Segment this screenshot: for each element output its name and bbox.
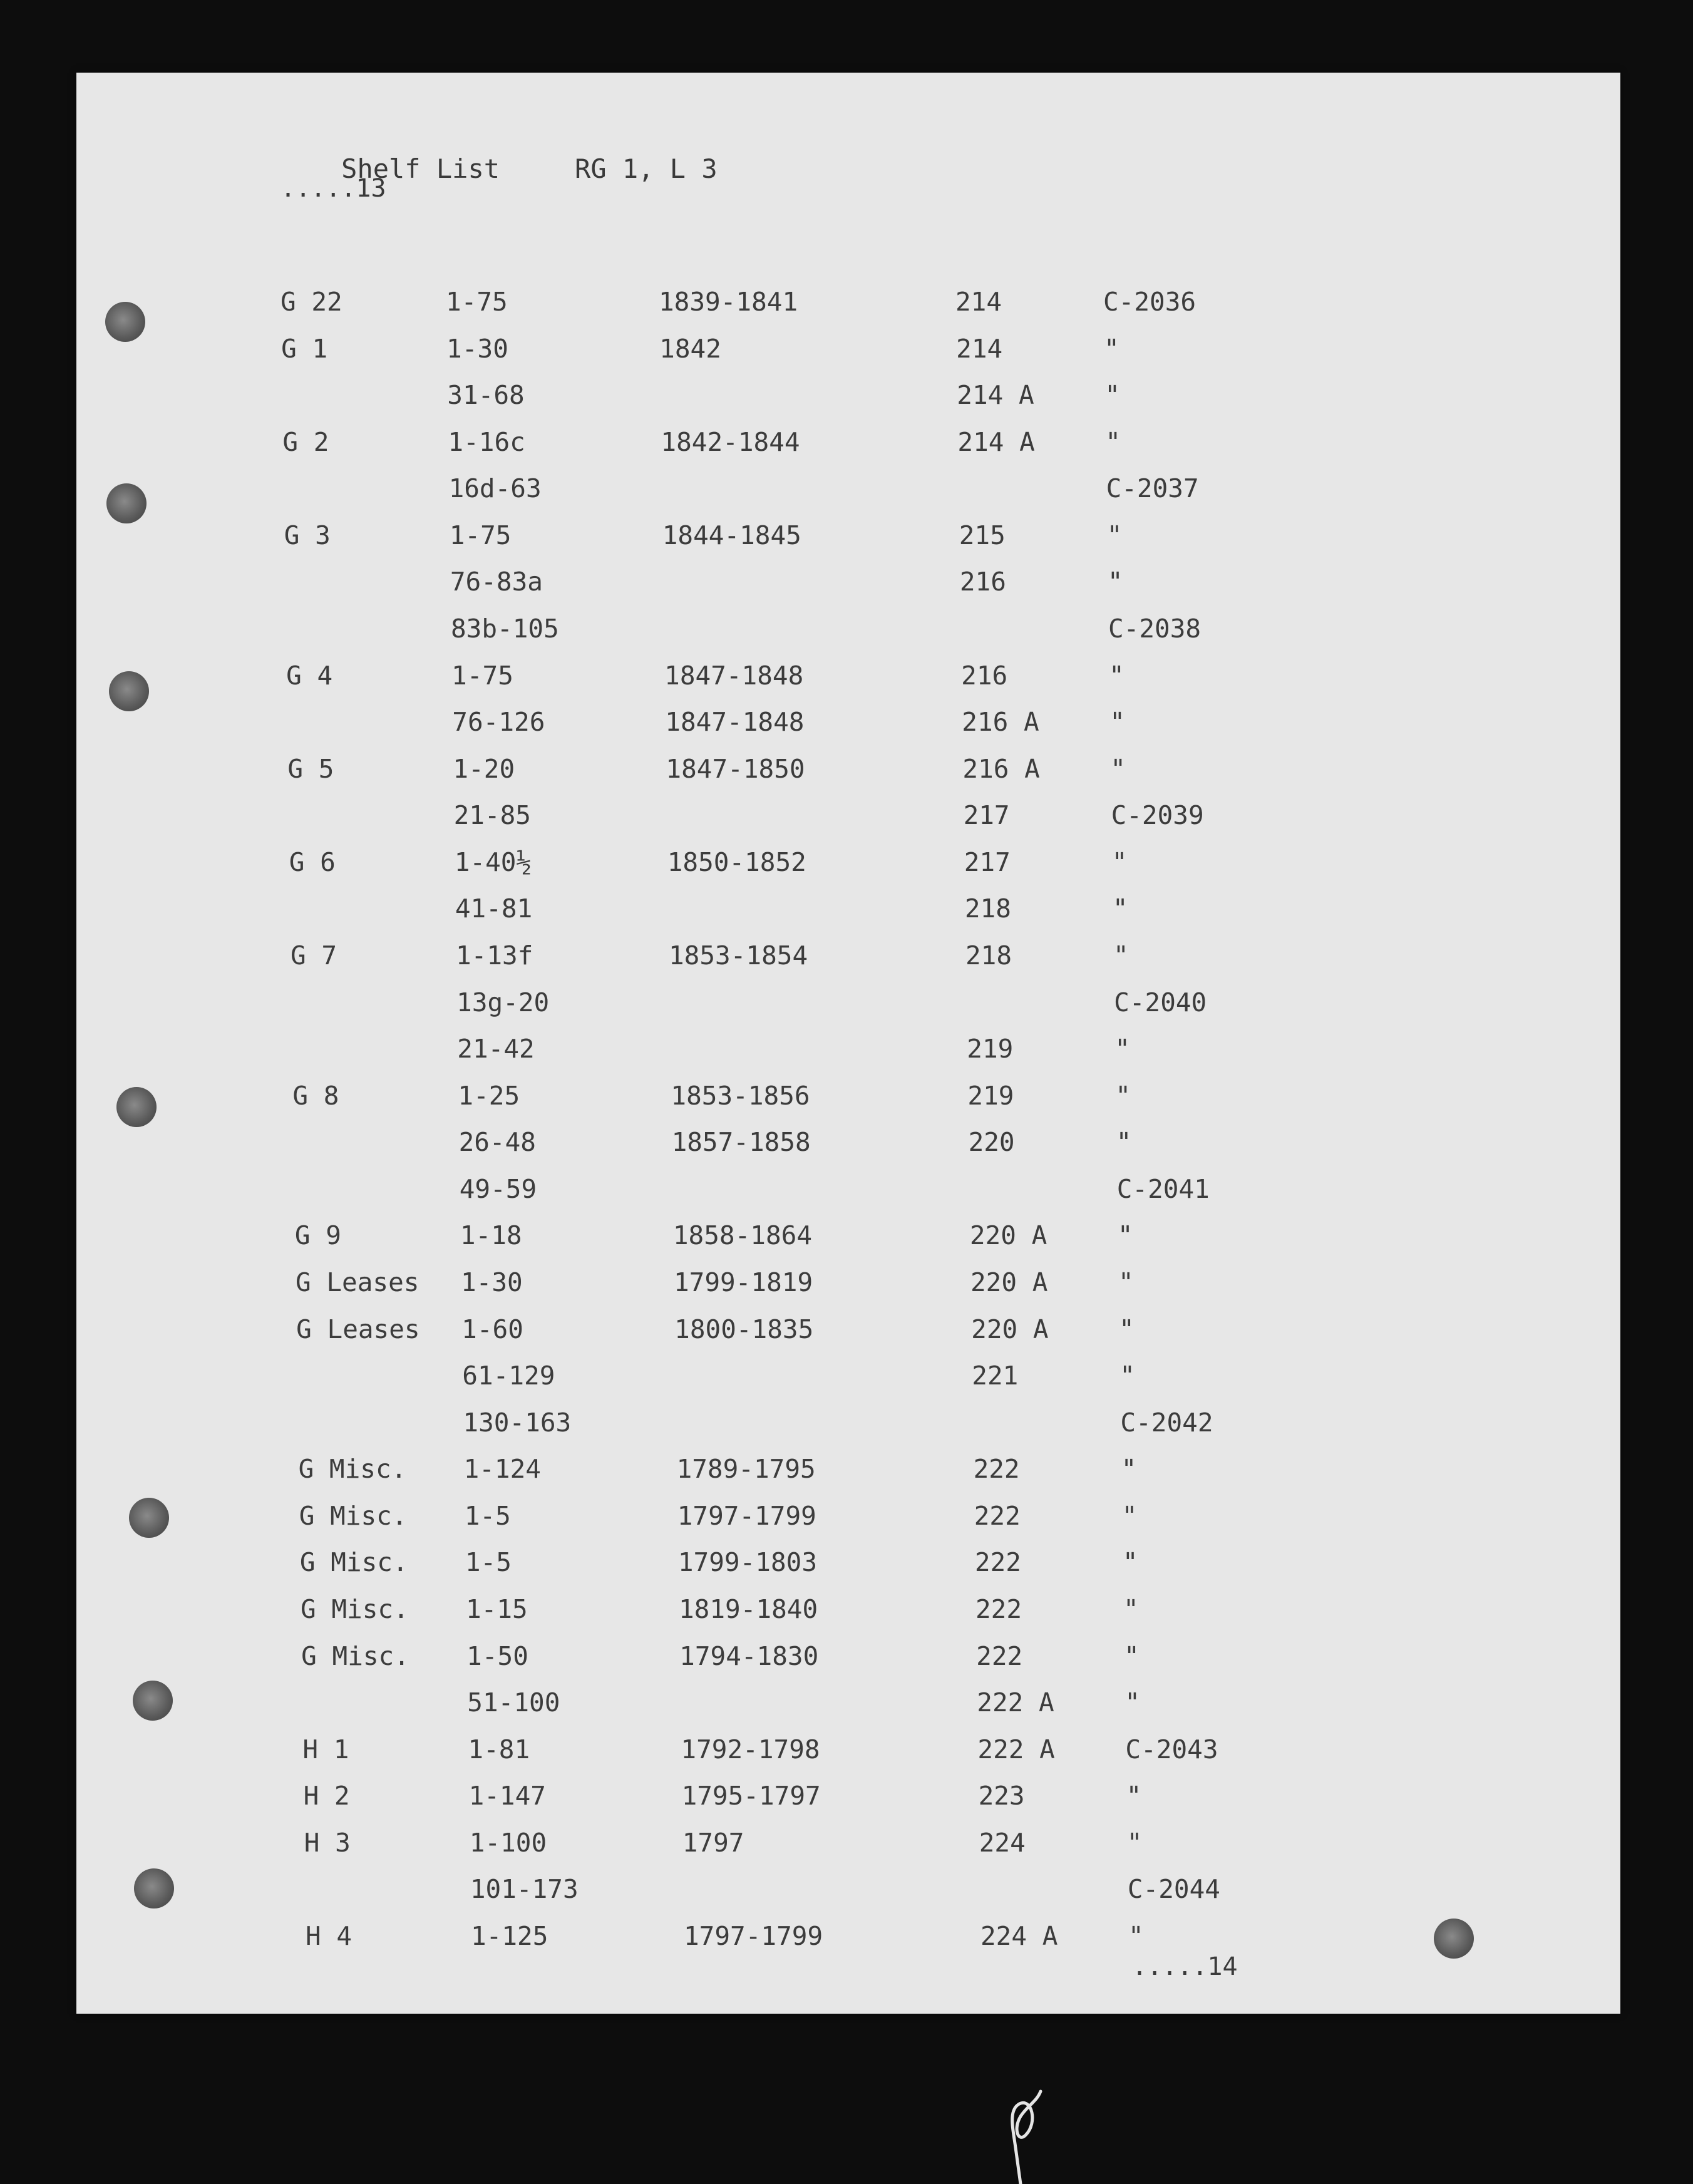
cell-film: "	[1104, 380, 1120, 411]
table-row	[302, 1687, 1241, 1720]
cell-series: G Misc.	[301, 1594, 409, 1624]
cell-dates: 1799-1803	[677, 1547, 818, 1578]
cell-box: 222 A	[977, 1734, 1055, 1764]
cell-series: G 2	[282, 426, 329, 457]
table-row	[299, 1501, 1238, 1533]
cell-box: 222	[974, 1547, 1021, 1578]
table-row	[297, 1361, 1236, 1393]
table-row	[286, 661, 1225, 693]
table-row	[306, 1921, 1245, 1954]
table-row	[299, 1454, 1238, 1486]
cell-film: "	[1119, 1314, 1135, 1344]
cell-box: 220 A	[970, 1267, 1048, 1297]
cell-dates: 1857-1858	[671, 1127, 811, 1158]
cell-dates: 1797	[682, 1827, 744, 1858]
cell-box: 221	[972, 1361, 1019, 1391]
cell-range: 1-5	[465, 1547, 512, 1578]
cell-dates: 1842	[659, 333, 721, 364]
cell-range: 1-5	[464, 1500, 511, 1531]
cell-series: G Misc.	[298, 1454, 407, 1485]
cell-series: G 22	[280, 287, 342, 317]
table-row	[289, 847, 1228, 880]
cell-film: "	[1109, 660, 1124, 691]
cell-range: 1-75	[446, 287, 508, 317]
table-row	[304, 1781, 1243, 1813]
cell-film: C-2036	[1103, 287, 1196, 317]
cell-film: C-2043	[1125, 1734, 1218, 1764]
cell-film: "	[1117, 1220, 1133, 1251]
cell-series: H 1	[302, 1734, 349, 1764]
cell-range: 101-173	[470, 1874, 579, 1905]
cell-dates: 1847-1850	[666, 753, 805, 784]
cell-dates: 1858-1864	[672, 1220, 813, 1251]
table-row	[305, 1874, 1244, 1907]
cell-range: 1-15	[466, 1594, 528, 1624]
cell-range: 49-59	[459, 1173, 537, 1204]
cell-box: 218	[964, 894, 1011, 924]
table-row	[282, 427, 1222, 460]
cell-film: C-2044	[1127, 1874, 1220, 1905]
cell-dates: 1853-1854	[669, 940, 808, 971]
cell-film: "	[1106, 520, 1123, 550]
cell-range: 31-68	[447, 380, 525, 411]
cell-film: "	[1123, 1594, 1139, 1624]
cell-box: 216	[959, 567, 1006, 597]
cell-range: 1-81	[468, 1734, 530, 1764]
cell-range: 1-75	[451, 660, 513, 691]
cell-range: 1-50	[466, 1641, 528, 1671]
cell-range: 76-83a	[450, 567, 543, 597]
cell-range: 1-147	[468, 1781, 546, 1811]
table-row	[296, 1267, 1235, 1300]
cell-dates: 1794-1830	[679, 1641, 819, 1671]
cell-series: G 1	[281, 333, 328, 364]
cell-series: G 8	[292, 1080, 339, 1111]
table-row	[281, 334, 1220, 366]
table-row	[284, 473, 1223, 506]
cell-box: 220 A	[971, 1314, 1049, 1344]
cell-range: 1-100	[469, 1827, 547, 1858]
cell-box: 214	[955, 287, 1002, 317]
cell-film: "	[1126, 1781, 1142, 1811]
table-row	[280, 287, 1220, 319]
table-row	[287, 754, 1227, 786]
cell-range: 1-60	[461, 1314, 523, 1344]
cell-box: 222	[975, 1594, 1022, 1624]
cell-film: "	[1126, 1827, 1143, 1858]
table-row	[291, 987, 1230, 1020]
table-row	[284, 520, 1223, 553]
handwritten-mark	[1002, 2079, 1052, 2184]
cell-range: 1-40½	[454, 847, 532, 877]
cell-box: 218	[965, 940, 1012, 971]
cell-box: 214 A	[957, 380, 1034, 411]
cell-box: 222 A	[977, 1687, 1054, 1718]
cell-dates: 1792-1798	[681, 1734, 820, 1764]
cell-box: 216 A	[962, 753, 1040, 784]
cell-range: 61-129	[462, 1361, 555, 1391]
cell-film: "	[1110, 753, 1126, 784]
table-row	[294, 1174, 1233, 1207]
cell-film: "	[1122, 1547, 1138, 1578]
cell-film: "	[1116, 1127, 1132, 1158]
cell-dates: 1850-1852	[667, 847, 806, 877]
cell-dates: 1797-1799	[677, 1500, 816, 1531]
cell-dates: 1853-1856	[671, 1080, 810, 1111]
cell-range: 1-30	[446, 333, 508, 364]
cell-series: H 3	[304, 1827, 351, 1858]
cell-box: 223	[978, 1781, 1025, 1811]
table-row	[285, 567, 1224, 599]
table-row	[297, 1408, 1237, 1440]
table-row	[304, 1828, 1243, 1860]
cell-film: "	[1111, 847, 1128, 877]
table-row	[282, 380, 1221, 413]
cell-series: G 6	[289, 847, 336, 877]
table-row	[302, 1734, 1242, 1767]
table-row	[301, 1641, 1240, 1674]
table-row	[292, 1034, 1231, 1066]
cell-series: G 7	[291, 940, 337, 971]
cell-range: 1-124	[463, 1454, 541, 1485]
cell-series: G Misc.	[299, 1500, 408, 1531]
table-row	[291, 940, 1230, 973]
table-row	[296, 1314, 1235, 1347]
cell-box: 216 A	[962, 707, 1039, 738]
cell-series: H 2	[303, 1781, 350, 1811]
cell-film: C-2041	[1116, 1173, 1210, 1204]
cell-film: "	[1124, 1641, 1140, 1671]
table-row	[295, 1220, 1234, 1253]
cell-box: 220 A	[969, 1220, 1047, 1251]
cell-box: 224	[979, 1827, 1026, 1858]
cell-dates: 1839-1841	[659, 287, 798, 317]
cell-dates: 1842-1844	[661, 426, 800, 457]
cell-film: "	[1128, 1921, 1144, 1951]
cell-range: 1-13f	[456, 940, 533, 971]
cell-film: C-2040	[1114, 987, 1207, 1017]
cell-film: "	[1109, 707, 1125, 738]
cell-series: G 9	[294, 1220, 341, 1251]
cell-series: G 4	[286, 660, 333, 691]
cell-dates: 1799-1819	[674, 1267, 813, 1297]
cell-box: 220	[968, 1127, 1015, 1158]
cell-range: 1-18	[460, 1220, 522, 1251]
cell-dates: 1797-1799	[684, 1921, 823, 1951]
cell-dates: 1847-1848	[664, 660, 804, 691]
cell-range: 21-85	[453, 800, 531, 831]
cell-dates: 1847-1848	[665, 707, 805, 738]
cell-range: 13g-20	[456, 987, 550, 1017]
cell-film: "	[1121, 1454, 1137, 1485]
cell-film: "	[1107, 567, 1123, 597]
cell-series: G Misc.	[301, 1641, 409, 1671]
cell-range: 21-42	[457, 1034, 535, 1064]
table-row	[286, 614, 1225, 646]
cell-film: "	[1112, 894, 1128, 924]
table-row	[294, 1127, 1233, 1160]
cell-film: C-2037	[1106, 473, 1199, 504]
cell-film: "	[1114, 1034, 1130, 1064]
cell-box: 224 A	[980, 1921, 1058, 1951]
cell-film: "	[1105, 426, 1121, 457]
cell-box: 216	[961, 660, 1008, 691]
cell-series: G 5	[287, 753, 334, 784]
cell-series: G Leases	[296, 1314, 420, 1344]
cell-dates: 1844-1845	[662, 520, 801, 550]
cell-range: 1-20	[453, 753, 515, 784]
cell-film: C-2038	[1108, 614, 1202, 644]
table-row	[289, 800, 1228, 833]
cell-box: 214 A	[957, 426, 1035, 457]
cell-film: "	[1121, 1500, 1138, 1531]
cell-film: C-2042	[1120, 1407, 1213, 1438]
previous-page-reference: .....13	[280, 174, 386, 203]
cell-series: H 4	[306, 1921, 352, 1951]
table-row	[292, 1081, 1232, 1113]
cell-box: 214	[956, 333, 1003, 364]
cell-range: 26-48	[458, 1127, 536, 1158]
cell-box: 222	[976, 1641, 1023, 1671]
cell-box: 219	[967, 1080, 1014, 1111]
cell-box: 217	[964, 847, 1011, 877]
cell-film: C-2039	[1111, 800, 1204, 831]
cell-range: 51-100	[467, 1687, 560, 1718]
cell-range: 76-126	[452, 707, 545, 738]
cell-film: "	[1124, 1687, 1140, 1718]
cell-series: G 3	[284, 520, 331, 550]
cell-film: "	[1118, 1267, 1134, 1297]
cell-dates: 1789-1795	[676, 1454, 816, 1485]
cell-film: "	[1119, 1361, 1135, 1391]
cell-range: 16d-63	[448, 473, 542, 504]
cell-film: "	[1104, 333, 1119, 364]
cell-range: 1-75	[449, 520, 512, 550]
cell-dates: 1819-1840	[679, 1594, 818, 1624]
cell-box: 222	[973, 1454, 1020, 1485]
cell-range: 1-125	[471, 1921, 548, 1951]
table-row	[290, 894, 1229, 926]
cell-range: 1-16c	[448, 426, 525, 457]
header-record-group: RG 1, L 3	[575, 153, 718, 184]
cell-range: 130-163	[463, 1407, 572, 1438]
cell-dates: 1795-1797	[681, 1781, 821, 1811]
cell-box: 215	[959, 520, 1006, 550]
cell-film: "	[1115, 1080, 1131, 1111]
cell-series: G Misc.	[299, 1547, 408, 1578]
cell-box: 222	[974, 1500, 1021, 1531]
table-row	[300, 1547, 1239, 1580]
next-page-reference: .....14	[1132, 1952, 1238, 1981]
cell-range: 1-25	[458, 1080, 520, 1111]
cell-range: 1-30	[461, 1267, 523, 1297]
cell-box: 217	[963, 800, 1010, 831]
cell-box: 219	[967, 1034, 1014, 1064]
cell-range: 41-81	[455, 894, 533, 924]
cell-film: "	[1113, 940, 1129, 971]
cell-range: 83b-105	[451, 614, 559, 644]
header-title: Shelf List	[341, 153, 500, 184]
cell-dates: 1800-1835	[674, 1314, 814, 1344]
table-row	[287, 707, 1226, 739]
cell-series: G Leases	[296, 1267, 419, 1297]
table-row	[301, 1594, 1240, 1627]
